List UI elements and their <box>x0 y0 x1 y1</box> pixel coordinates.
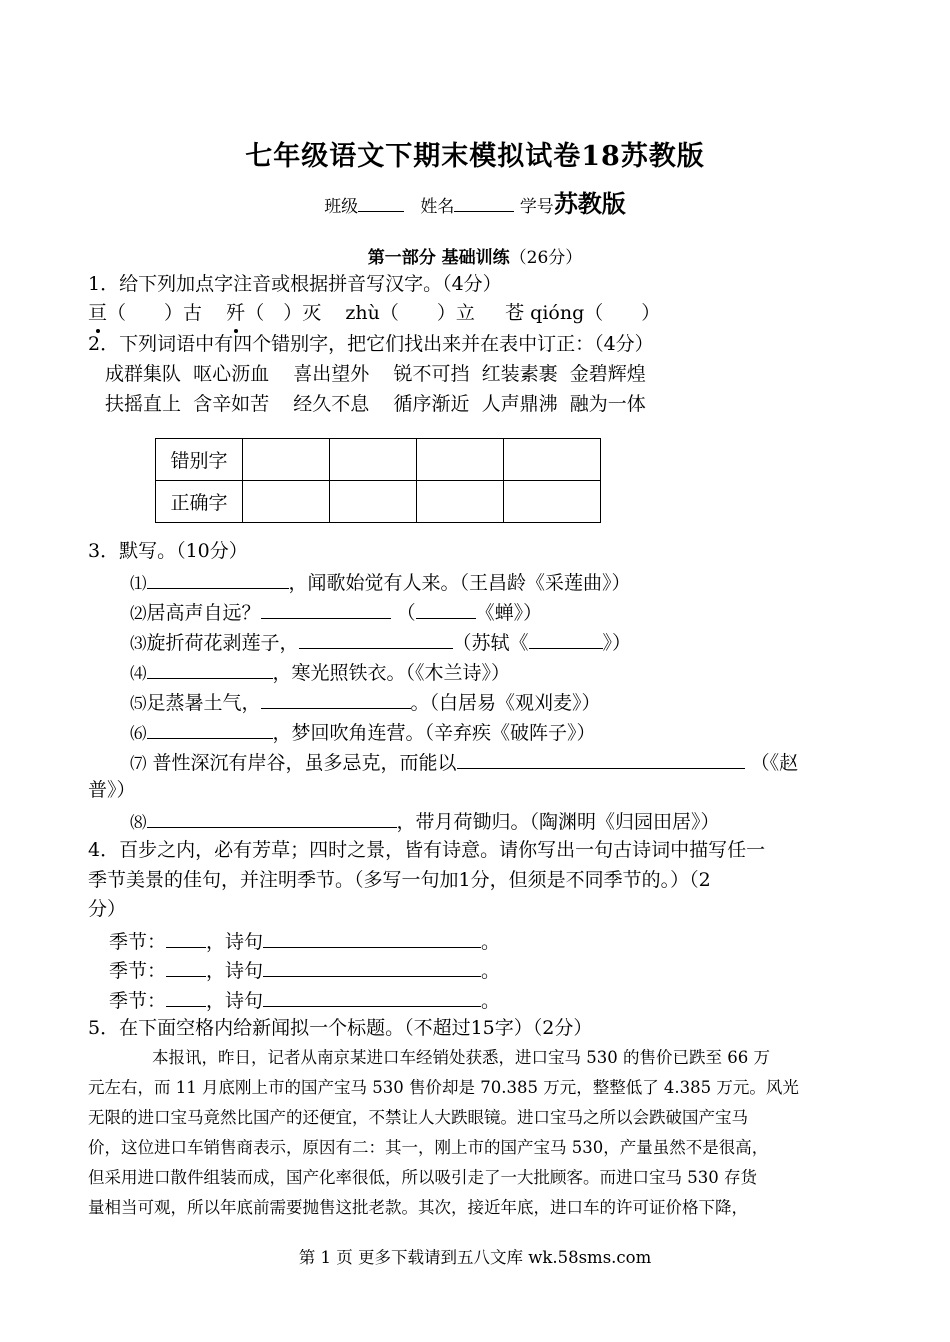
q3-item-3: ⑶旋折荷花剥莲子， （苏轼《 》） <box>130 627 631 658</box>
q3-text: 3．默写。（10分） <box>88 540 248 562</box>
q4-answer-row: 季节： ，诗句 。 <box>109 985 500 1015</box>
section1-heading: 第一部分 基础训练（26分） <box>367 248 583 268</box>
q2-words-row2: 扶摇直上 含辛如苦 经久不息 循序渐近 人声鼎沸 融为一体 <box>105 393 646 415</box>
class-blank[interactable] <box>358 192 404 212</box>
season-blank[interactable] <box>166 926 206 948</box>
table-cell[interactable] <box>243 439 330 481</box>
correction-table <box>155 438 601 523</box>
name-blank[interactable] <box>454 192 514 212</box>
blank[interactable] <box>529 627 603 649</box>
page-footer: 第 1 页 更多下载请到五八文库 wk.58sms.com <box>298 1248 652 1267</box>
q3-item-4: ⑷ ，寒光照铁衣。（《木兰诗》） <box>130 657 510 688</box>
blank[interactable] <box>147 806 397 828</box>
blank[interactable] <box>416 597 476 619</box>
row-label-correct: 正确字 <box>156 481 243 523</box>
q2-text: 2．下列词语中有四个错别字，把它们找出来并在表中订正：（4分） <box>88 333 654 355</box>
news-line: 价，这位进口车销售商表示，原因有二：其一，刚上市的国产宝马 530，产量虽然不是很高， <box>88 1138 769 1157</box>
blank[interactable] <box>147 567 289 589</box>
q1-pinyin-2: qióng <box>530 302 585 324</box>
news-line: 量相当可观，所以年底前需要抛售这批老款。其次，接近年底，进口车的许可证价格下降， <box>88 1198 748 1217</box>
q3-item-8: ⑻ ，带月荷锄归。（陶渊明《归园田居》） <box>130 806 720 837</box>
blank[interactable] <box>261 687 411 709</box>
table-cell[interactable] <box>243 481 330 523</box>
q3-item-1: ⑴ ，闻歌始觉有人来。（王昌龄《采莲曲》） <box>130 567 631 598</box>
table-row <box>156 439 601 481</box>
news-line: 无限的进口宝马竟然比国产的还便宜，不禁让人大跌眼镜。进口宝马之所以会跌破国产宝马 <box>88 1108 748 1127</box>
q4-answer-row: 季节： ，诗句 。 <box>109 926 500 956</box>
news-line: 但采用进口散件组装而成，国产化率很低，所以吸引走了一大批顾客。而进口宝马 530 存货 <box>88 1168 757 1187</box>
q1-dotted-char-1: 亘 <box>88 302 108 324</box>
q3-item-6: ⑹ ，梦回吹角连营。（辛弃疾《破阵子》） <box>130 717 596 748</box>
name-label: 姓名 <box>420 197 455 217</box>
table-cell[interactable] <box>417 481 504 523</box>
class-label: 班级 <box>324 197 359 217</box>
q1-items: 亘（ ）古 歼（ ）灭 zhù（ ）立 苍 qióng（ ） <box>88 302 661 324</box>
blank[interactable] <box>299 627 453 649</box>
table-cell[interactable] <box>330 439 417 481</box>
q3-item-5: ⑸足蒸暑土气， 。（白居易《观刈麦》） <box>130 687 601 718</box>
q1-pinyin-1: zhù <box>345 302 380 324</box>
table-cell[interactable] <box>417 439 504 481</box>
table-cell[interactable] <box>330 481 417 523</box>
q4-line1: 4．百步之内，必有芳草；四时之景，皆有诗意。请你写出一句古诗词中描写任一 <box>88 839 766 861</box>
edition-label: 苏教版 <box>553 189 626 218</box>
q3-item-7: ⑺ 普性深沉有岸谷，虽多忌克，而能以 （《赵 <box>130 747 798 778</box>
season-blank[interactable] <box>166 955 206 977</box>
q1-text: 1．给下列加点字注音或根据拼音写汉字。（4分） <box>88 273 502 295</box>
student-info-line <box>0 184 950 219</box>
news-line: 本报讯，昨日，记者从南京某进口车经销处获悉，进口宝马 530 的售价已跌至 66 万 <box>152 1048 770 1067</box>
row-label-wrong: 错别字 <box>156 439 243 481</box>
table-cell[interactable] <box>504 481 601 523</box>
poem-blank[interactable] <box>263 926 481 948</box>
table-cell[interactable] <box>504 439 601 481</box>
table-row <box>156 481 601 523</box>
poem-blank[interactable] <box>263 955 481 977</box>
q1-dotted-char-2: 歼 <box>226 302 246 324</box>
q3-item-7-cont: 普》） <box>88 779 136 801</box>
blank[interactable] <box>457 747 745 769</box>
blank[interactable] <box>147 717 273 739</box>
q4-answer-row: 季节： ，诗句 。 <box>109 955 500 985</box>
q4-line2: 季节美景的佳句，并注明季节。（多写一句加1分，但须是不同季节的。）（2 <box>88 869 711 891</box>
news-line: 元左右，而 11 月底刚上市的国产宝马 530 售价却是 70.385 万元，整整低了 4.385 万元。风光 <box>88 1078 799 1097</box>
page-title: 七年级语文下期末模拟试卷18苏教版 <box>245 141 705 172</box>
q2-words-row1: 成群集队 呕心沥血 喜出望外 锐不可挡 红装素裹 金碧辉煌 <box>105 363 646 385</box>
id-label: 学号 <box>519 197 554 217</box>
q3-item-2: ⑵居高声自远？ （ 《蝉》） <box>130 597 542 628</box>
blank[interactable] <box>147 657 273 679</box>
poem-blank[interactable] <box>263 985 481 1007</box>
q4-line3: 分） <box>88 898 127 920</box>
blank[interactable] <box>261 597 391 619</box>
season-blank[interactable] <box>166 985 206 1007</box>
q5-text: 5．在下面空格内给新闻拟一个标题。（不超过15字）（2分） <box>88 1017 593 1039</box>
